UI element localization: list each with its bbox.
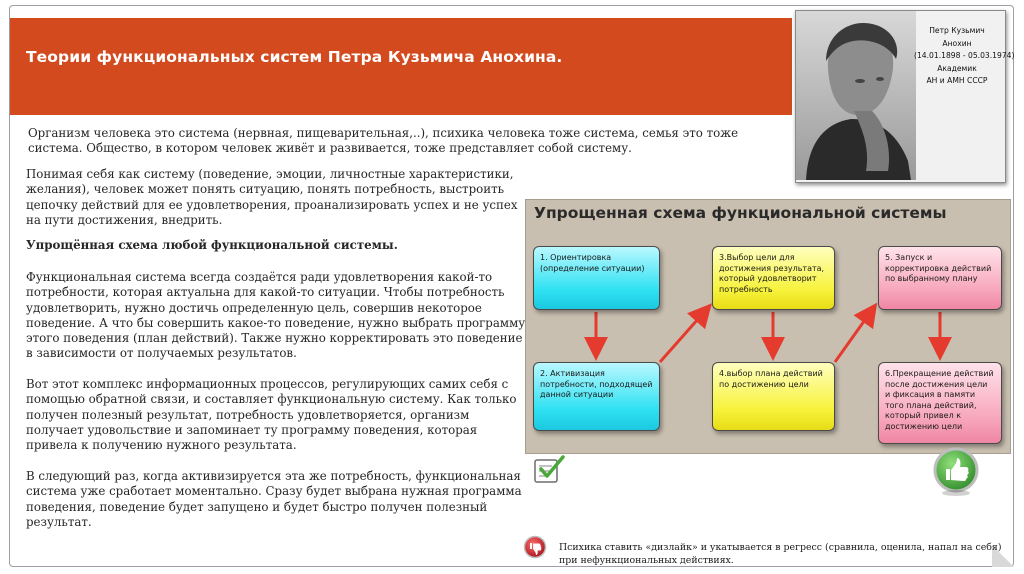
- portrait-caption: [914, 25, 1015, 88]
- diagram-box-5: 5. Запуск и корректировка действий по выбранному плану: [878, 246, 1002, 310]
- diagram-box-1: 1. Ориентировка (определение ситуации): [533, 246, 660, 310]
- like-button-icon[interactable]: [931, 445, 981, 497]
- diagram-title: Упрощенная схема функциональной системы: [534, 204, 947, 222]
- dislike-button-icon[interactable]: [523, 535, 547, 559]
- portrait-card: [795, 10, 1015, 183]
- caption-line-academy: АН и АМН СССР: [926, 76, 988, 85]
- slide-title: Теории функциональных систем Петра Кузьмича Анохина.: [26, 48, 563, 66]
- caption-line-title: Академик: [937, 63, 977, 73]
- functional-system-diagram: [525, 199, 1011, 454]
- header-band: [10, 18, 792, 115]
- functional-system-paragraph: Функциональная система всегда создаётся ради удовлетворения какой-то потребности, которая актуальна для какой-то ситуации. Чтобы потребность удовлетворить, нужно достичь определенную цель, совершив некоторое поведение. А что бы совершить какое-то поведение, нужно выбрать программу этого поведения (план действий). Также нужно корректировать это поведение в зависимости от получаемых результатов.: [26, 270, 526, 361]
- dislike-note: Психика ставить «дизлайк» и укатывается в регресс (сравнила, оценила, напал на себя) при нефункциональных действиях.: [559, 542, 1002, 566]
- intro-paragraph: Организм человека это система (нервная, пищеварительная,..), психика человека тоже система, семья это тоже система. Общество, в котором человек живёт и развивается, тоже представляет собой систему.: [28, 126, 739, 156]
- caption-line-surname: Анохин: [942, 38, 972, 48]
- diagram-box-3: 3.Выбор цели для достижения результата, который удовлетворит потребность: [712, 246, 835, 310]
- diagram-box-6: 6.Прекращение действий после достижения цели и фиксация в памяти того плана действий, который привел к достижению цели: [878, 362, 1002, 444]
- diagram-box-4: 4.выбор плана действий по достижению цели: [712, 362, 835, 431]
- portrait-photo: [796, 11, 916, 180]
- arrow-2-to-3: [660, 310, 706, 362]
- next-time-paragraph: В следующий раз, когда активизируется эта же потребность, функциональная система уже сработает моментально. Сразу будет выбрана нужная программа поведения, поведение будет запущено и будет быстро получен полезный результат.: [26, 469, 522, 529]
- feedback-paragraph: Вот этот комплекс информационных процессов, регулирующих самих себя с помощью обратной связи, и составляет функциональную систему. Как только получен полезный результат, потребность удовлетворяется, организм получает удовольствие и запоминает ту программу поведения, которая привела к получению нужного результата.: [26, 377, 517, 453]
- caption-line-name: Петр Кузьмич: [929, 26, 985, 35]
- checklist-icon[interactable]: [532, 454, 566, 486]
- self-system-paragraph: Понимая себя как систему (поведение, эмоции, личностные характеристики, желания), человек может понять ситуацию, понять потребность, выстроить цепочку действий для ее удовлетворения, проанализировать успех и не успех на пути достижения, внедрить.: [26, 167, 518, 227]
- arrow-4-to-5: [835, 310, 872, 362]
- diagram-box-2: 2. Активизация потребности, подходящей данной ситуации: [533, 362, 660, 431]
- caption-line-dates: (14.01.1898 - 05.03.1974): [914, 51, 1015, 60]
- scheme-heading: Упрощённая схема любой функциональной системы.: [26, 238, 398, 252]
